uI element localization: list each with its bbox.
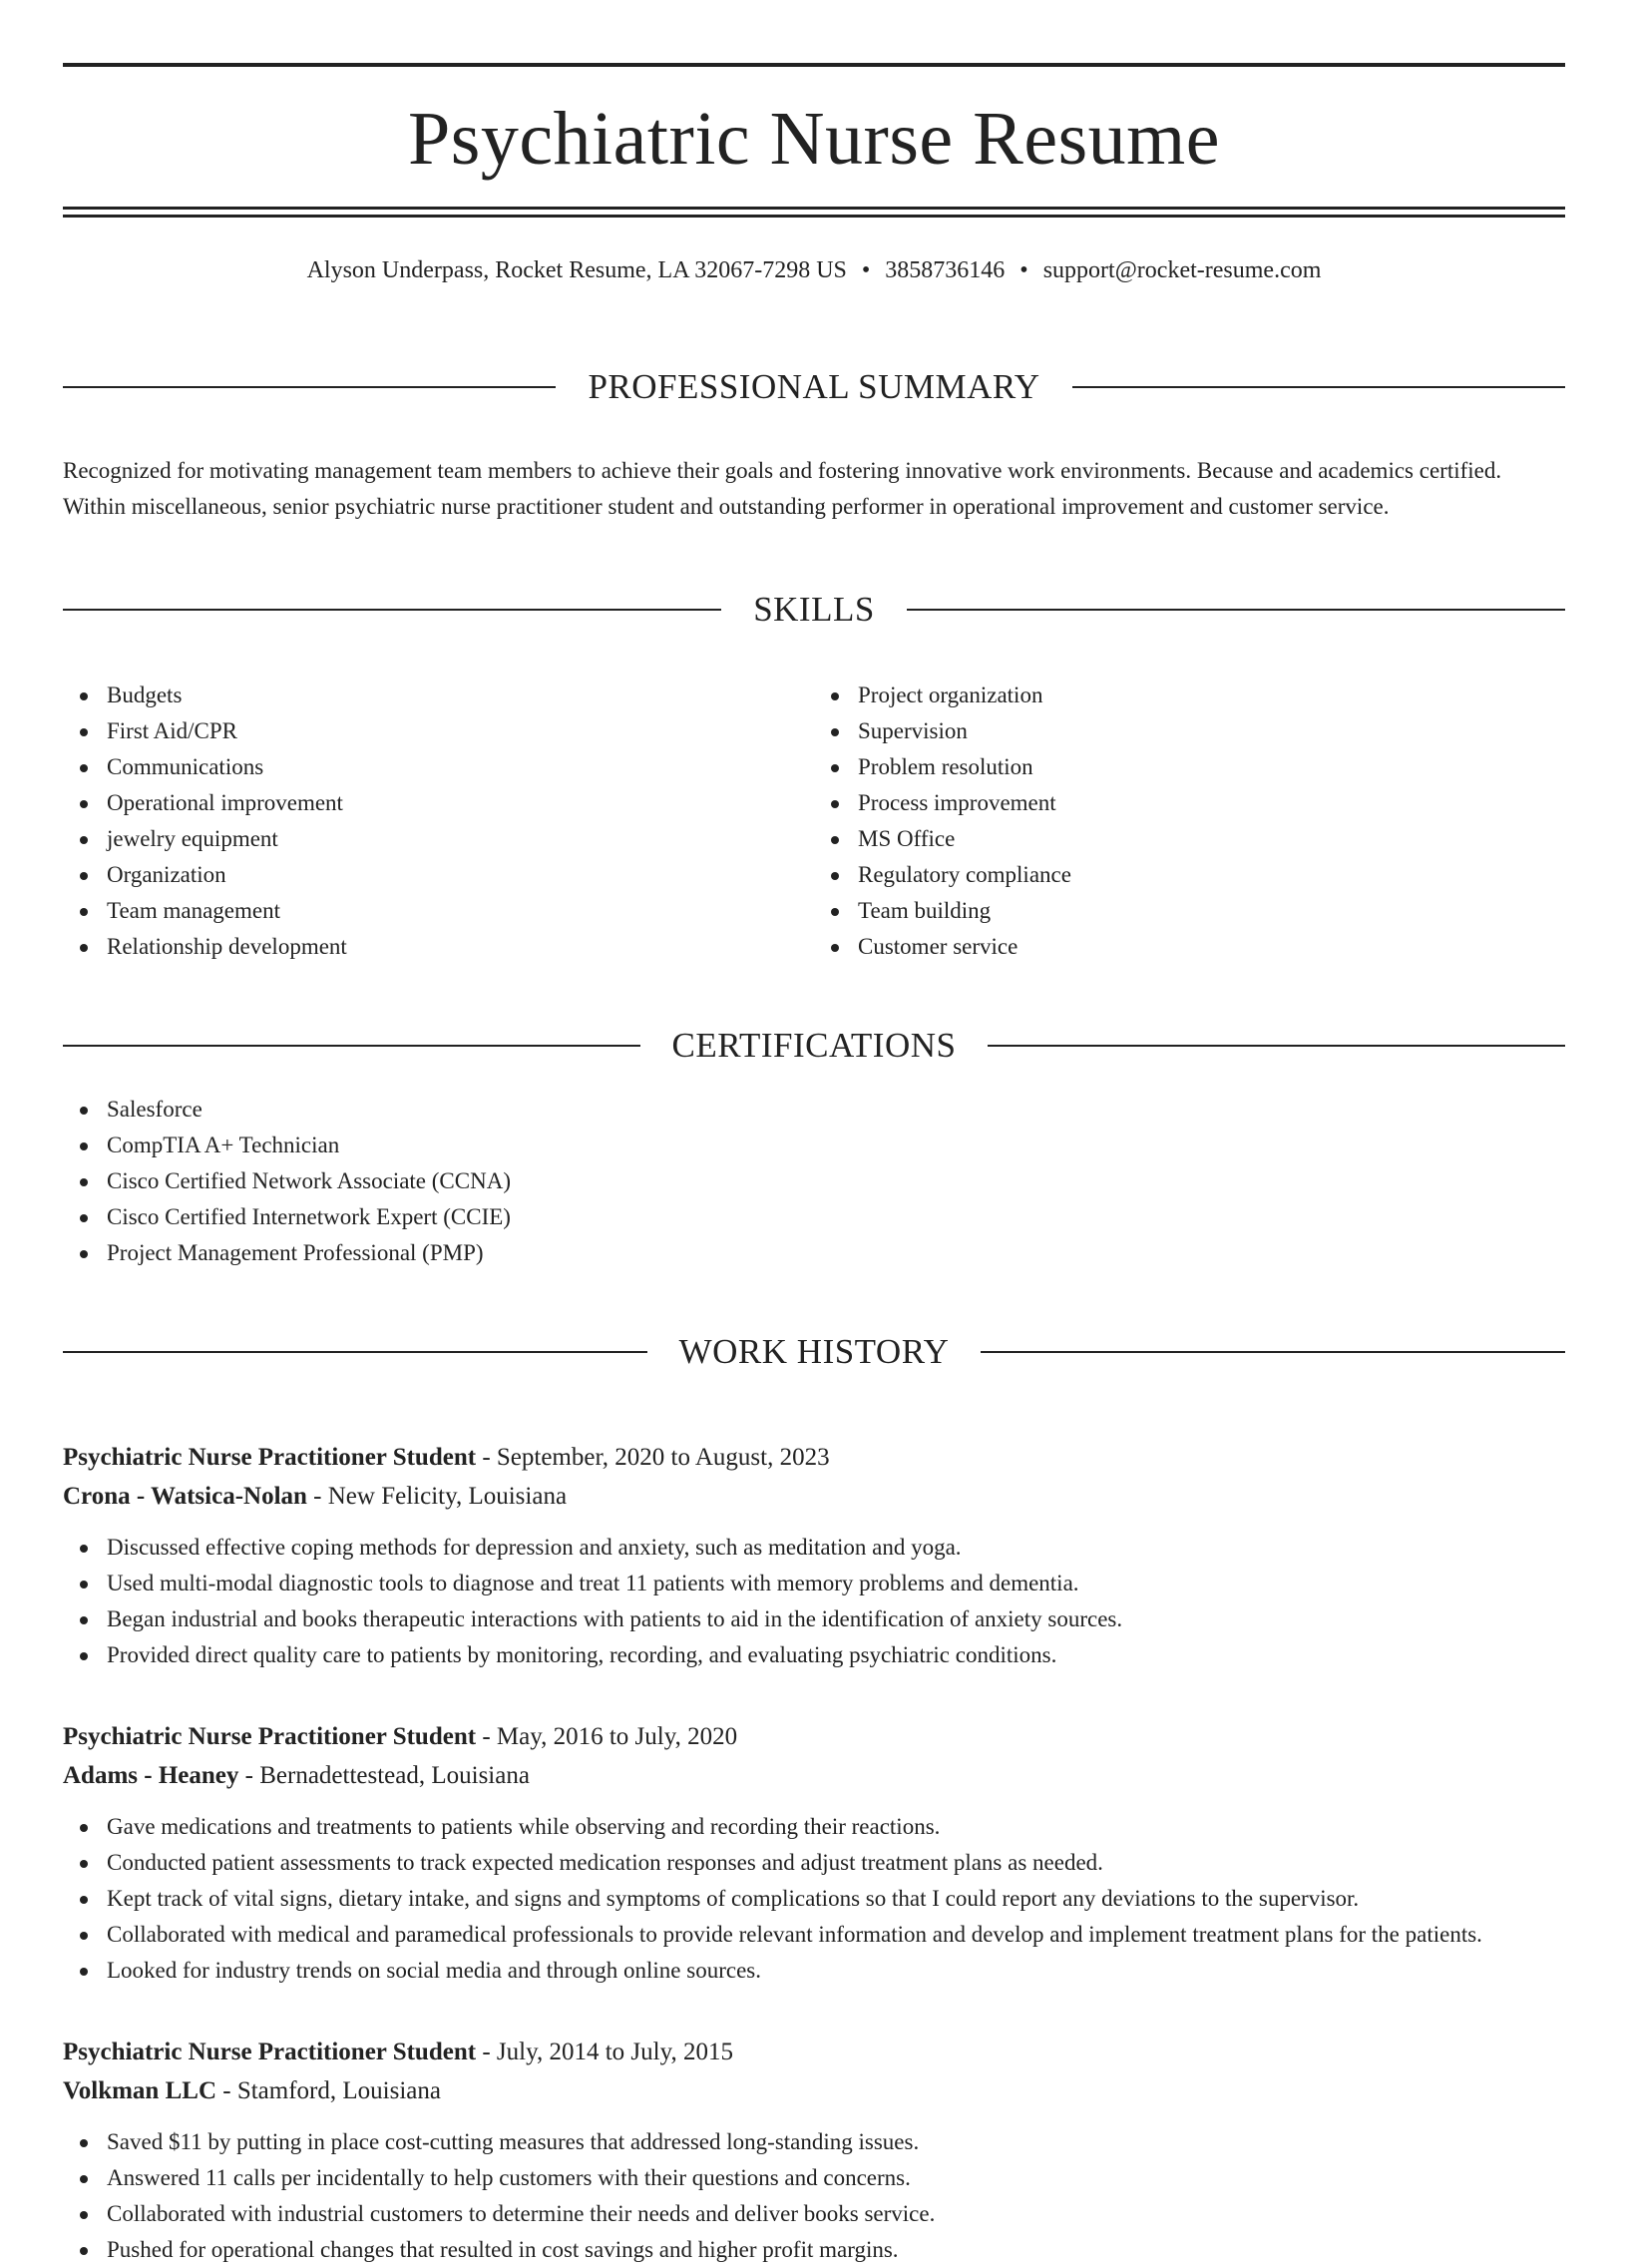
certification-item: CompTIA A+ Technician <box>63 1128 1565 1163</box>
job-dash: - <box>306 1483 328 1511</box>
job-dash: - <box>476 1444 497 1472</box>
job-company: Crona - Watsica-Nolan <box>63 1483 307 1511</box>
job-company-line <box>63 1756 1565 1795</box>
skill-item: Communications <box>63 749 814 785</box>
summary-section-header <box>63 340 1565 433</box>
job-dash: - <box>238 1762 260 1790</box>
top-rule <box>63 63 1565 67</box>
work-history-heading: WORK HISTORY <box>678 1332 950 1372</box>
certifications-section-header <box>63 999 1565 1092</box>
skill-item: Problem resolution <box>814 749 1565 785</box>
skill-item: Operational improvement <box>63 785 814 821</box>
skills-grid <box>63 678 1565 965</box>
job-duties-list <box>63 1530 1565 1673</box>
job-duty-item: Conducted patient assessments to track expected medication responses and adjust treatment plans as needed. <box>63 1845 1565 1881</box>
certification-item: Salesforce <box>63 1092 1565 1128</box>
job-title: Psychiatric Nurse Practitioner Student <box>63 2039 477 2066</box>
job-dash: - <box>476 1723 497 1751</box>
certification-item: Cisco Certified Network Associate (CCNA) <box>63 1163 1565 1199</box>
summary-heading: PROFESSIONAL SUMMARY <box>588 367 1040 407</box>
skill-item: Regulatory compliance <box>814 857 1565 893</box>
resume-title: Psychiatric Nurse Resume <box>407 97 1221 181</box>
contact-phone: 3858736146 <box>885 257 1006 283</box>
job-duty-item: Looked for industry trends on social media and through online sources. <box>63 1953 1565 1989</box>
job-title: Psychiatric Nurse Practitioner Student <box>63 1723 477 1751</box>
skill-item: Supervision <box>814 713 1565 749</box>
job-location: Bernadettestead, Louisiana <box>259 1762 530 1790</box>
job-duty-item: Saved $11 by putting in place cost-cutting measures that addressed long-standing issues. <box>63 2124 1565 2160</box>
work-history-list <box>63 1438 1565 2268</box>
job-dash: - <box>476 2039 497 2066</box>
certification-item: Project Management Professional (PMP) <box>63 1235 1565 1271</box>
job-company: Adams - Heaney <box>63 1762 239 1790</box>
job-title-line <box>63 2033 1565 2071</box>
job-dash: - <box>216 2077 237 2105</box>
job-dates: July, 2014 to July, 2015 <box>496 2039 733 2066</box>
skills-right-list <box>814 678 1565 965</box>
job-dates: May, 2016 to July, 2020 <box>496 1723 738 1751</box>
section-rule <box>988 1045 1565 1047</box>
job-duty-item: Began industrial and books therapeutic interactions with patients to aid in the identification of anxiety sources. <box>63 1601 1565 1637</box>
skill-item: First Aid/CPR <box>63 713 814 749</box>
job-duty-item: Kept track of vital signs, dietary intake, and signs and symptoms of complications so that I could report any deviations to the supervisor. <box>63 1881 1565 1917</box>
skill-item: jewelry equipment <box>63 821 814 857</box>
section-rule <box>907 609 1565 611</box>
certifications-list <box>63 1092 1565 1271</box>
job-duty-item: Pushed for operational changes that resulted in cost savings and higher profit margins. <box>63 2232 1565 2268</box>
job-title-line <box>63 1438 1565 1477</box>
job-duties-list <box>63 2124 1565 2268</box>
job-entry <box>63 1717 1565 1989</box>
contact-line <box>63 258 1565 282</box>
contact-separator: • <box>861 257 871 283</box>
skills-left-list <box>63 678 814 965</box>
skill-item: MS Office <box>814 821 1565 857</box>
job-duty-item: Gave medications and treatments to patients while observing and recording their reactions. <box>63 1809 1565 1845</box>
job-location: New Felicity, Louisiana <box>327 1483 568 1511</box>
section-rule <box>1072 386 1565 388</box>
skill-item: Organization <box>63 857 814 893</box>
skills-heading: SKILLS <box>753 590 875 630</box>
job-duties-list <box>63 1809 1565 1989</box>
job-duty-item: Used multi-modal diagnostic tools to diagnose and treat 11 patients with memory problems and dementia. <box>63 1566 1565 1601</box>
certifications-heading: CERTIFICATIONS <box>671 1026 957 1066</box>
job-duty-item: Collaborated with medical and paramedical professionals to provide relevant information and develop and implement treatment plans for the patients. <box>63 1917 1565 1953</box>
job-duty-item: Collaborated with industrial customers to determine their needs and deliver books service. <box>63 2196 1565 2232</box>
skill-item: Team management <box>63 893 814 929</box>
contact-separator: • <box>1019 257 1028 283</box>
certification-item: Cisco Certified Internetwork Expert (CCIE) <box>63 1199 1565 1235</box>
job-company-line <box>63 2071 1565 2110</box>
section-rule <box>981 1351 1565 1353</box>
work-history-section-header <box>63 1305 1565 1398</box>
skill-item: Relationship development <box>63 929 814 965</box>
title-double-rule <box>63 207 1565 218</box>
skill-item: Budgets <box>63 678 814 713</box>
job-duty-item: Provided direct quality care to patients by monitoring, recording, and evaluating psychiatric conditions. <box>63 1637 1565 1673</box>
skill-item: Process improvement <box>814 785 1565 821</box>
skill-item: Project organization <box>814 678 1565 713</box>
skill-item: Customer service <box>814 929 1565 965</box>
job-title: Psychiatric Nurse Practitioner Student <box>63 1444 477 1472</box>
contact-email: support@rocket-resume.com <box>1042 257 1322 283</box>
job-dates: September, 2020 to August, 2023 <box>496 1444 830 1472</box>
summary-text: Recognized for motivating management team members to achieve their goals and fostering innovative work environments. Because and academics certified. Within miscellaneous, senior psychiatric nurse practitioner student and outstanding performer in operational improvement and customer service. <box>63 458 1502 520</box>
job-company: Volkman LLC <box>63 2077 216 2105</box>
skill-item: Team building <box>814 893 1565 929</box>
skills-section-header <box>63 563 1565 656</box>
job-title-line <box>63 1717 1565 1756</box>
section-rule <box>63 386 556 388</box>
section-rule <box>63 1351 647 1353</box>
section-rule <box>63 609 721 611</box>
job-company-line <box>63 1477 1565 1516</box>
job-entry <box>63 2033 1565 2268</box>
job-entry <box>63 1438 1565 1673</box>
section-rule <box>63 1045 640 1047</box>
job-duty-item: Answered 11 calls per incidentally to help customers with their questions and concerns. <box>63 2160 1565 2196</box>
contact-address: Alyson Underpass, Rocket Resume, LA 32067-7298 US <box>306 257 847 283</box>
job-duty-item: Discussed effective coping methods for depression and anxiety, such as meditation and yoga. <box>63 1530 1565 1566</box>
job-location: Stamford, Louisiana <box>236 2077 441 2105</box>
